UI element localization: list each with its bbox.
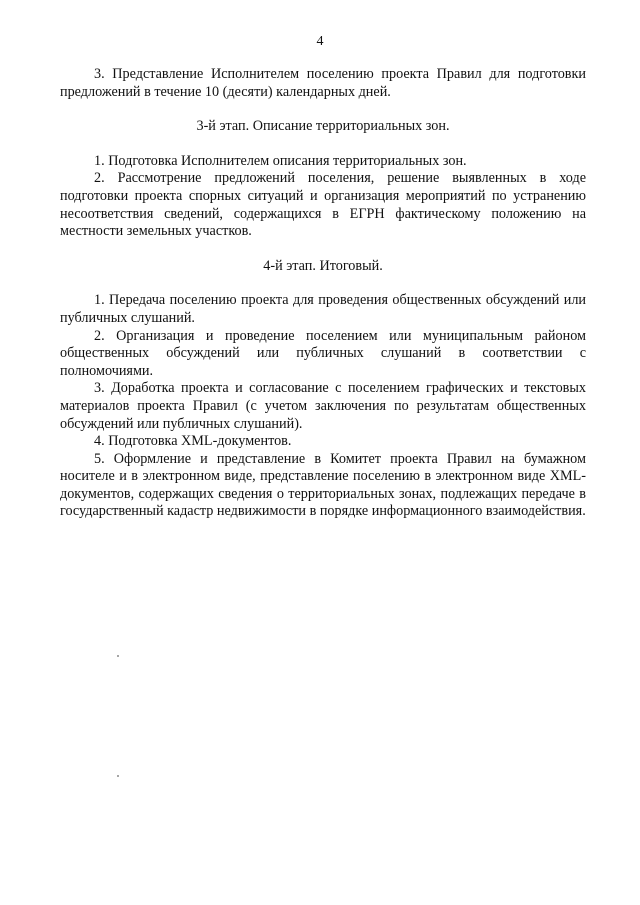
scan-speck (117, 655, 119, 657)
stage4-item-2: 2. Организация и проведение поселением или муниципальным районом общественных обсуждений или публичных слушаний в соответствии с полномочиями. (60, 327, 586, 379)
stage4-item-5: 5. Оформление и представление в Комитет проекта Правил на бумажном носителе и в электронном виде, представление поселению в электронном виде XML-документов, содержащих сведения о территориальных зонах, подлежащих передаче в государственный кадастр недвижимости в порядке информационного взаимодействия. (60, 450, 586, 520)
stage3-heading: 3-й этап. Описание территориальных зон. (196, 118, 450, 135)
page-number: 4 (316, 34, 324, 49)
stage3-item-1: 1. Подготовка Исполнителем описания территориальных зон. (94, 152, 467, 169)
stage3-item-2: 2. Рассмотрение предложений поселения, решение выявленных в ходе подготовки проекта спорных ситуаций и организация мероприятий по устранению несоответствия сведений, содержащихся в ЕГРН фактическому положению на местности земельных участков. (60, 170, 586, 240)
stage4-item-4: 4. Подготовка XML-документов. (94, 433, 292, 450)
stage2-item-3: 3. Представление Исполнителем поселению проекта Правил для подготовки предложений в течение 10 (десяти) календарных дней. (60, 66, 586, 100)
document-body (60, 66, 586, 521)
scan-speck (117, 775, 119, 777)
stage4-item-1: 1. Передача поселению проекта для проведения общественных обсуждений или публичных слушаний. (60, 292, 586, 326)
stage4-heading: 4-й этап. Итоговый. (263, 257, 383, 274)
stage4-item-3: 3. Доработка проекта и согласование с поселением графических и текстовых материалов проекта Правил (с учетом заключения по результатам общественных обсуждений или публичных слушаний). (60, 380, 586, 432)
